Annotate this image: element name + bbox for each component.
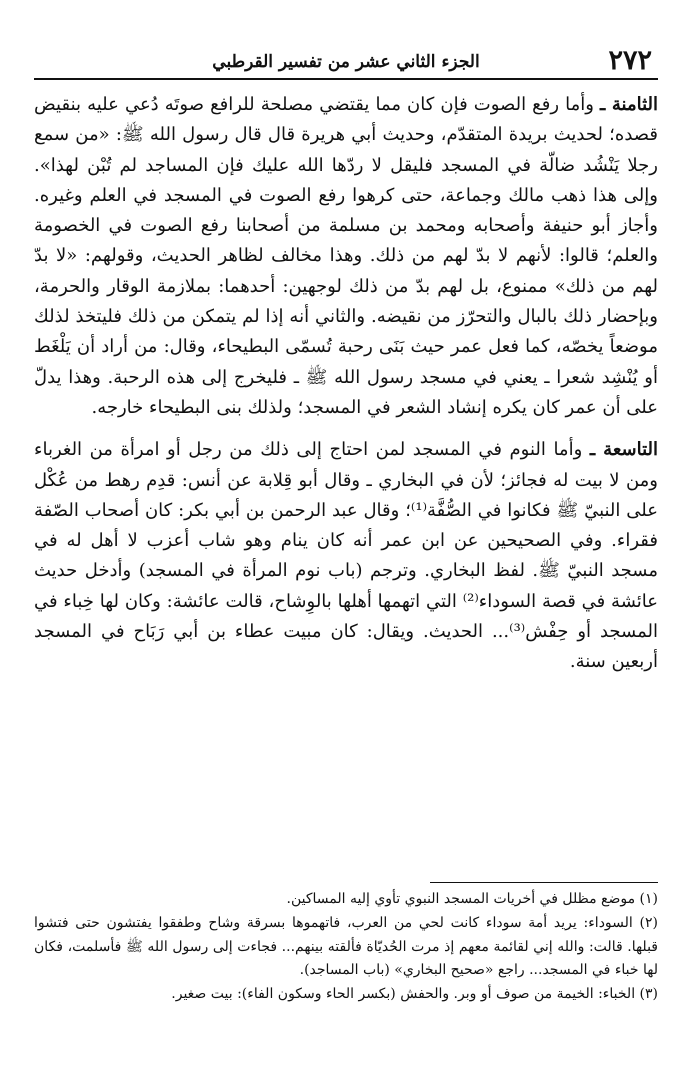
footnote-1: (١) موضع مظلل في أخريات المسجد النبوي تأوي إليه المساكين.: [286, 891, 658, 907]
footnote-2: (٢) السوداء: يريد أمة سوداء كانت لحي من العرب، فاتهموها بسرقة وشاح وطفقوا يفتشون حتى فتشوا قبلها. قالت: والله إني لقائمة معهم إذ مرت الحُديّاة فألقته بينهم... فجاءت إلى رسول الله ﷺ فأسلمت، فكان لها خباء في المسجد... راجع «صحيح البخاري» (باب المساجد).: [34, 914, 658, 979]
footnotes: [34, 888, 658, 1007]
paragraph-text: وأما رفع الصوت فإن كان مما يقتضي مصلحة للرافع صوتَه دُعي عليه بنقيض قصده؛ لحديث بريدة المتقدّم، وحديث أبي هريرة قال قال رسول الله ﷺ: «من سمع رجلا يَنْشُد ضالّة في المسجد فليقل لا ردّها الله عليك فإن المساجد لم تُبْن لهذا». وإلى هذا ذهب مالك وجماعة، حتى كرهوا رفع الصوت في المسجد في العلم وغيره. وأجاز أبو حنيفة وأصحابه ومحمد بن مسلمة من أصحابنا رفع الصوت في الخصومة والعلم؛ قالوا: لأنهم لا بدّ لهم من ذلك. وهذا مخالف لظاهر الحديث، وقولهم: «لا بدّ لهم من ذلك» ممنوع، بل لهم بدّ من ذلك لوجهين: أحدهما: بملازمة الوقار والحرمة، وبإحضار ذلك بالبال والتحرّز من نقيضه. والثاني أنه إذا لم يتمكن من ذلك فليتخذ لذلك موضعاً يخصّه، كما فعل عمر حيث بَنَى رحبة تُسمّى البطيحاء، وقال: من أراد أن يَلْغَط أو يُنْشِد شعرا ـ يعني في مسجد رسول الله ﷺ ـ فليخرج إلى هذه الرحبة. وهذا يدلّ على أن عمر كان يكره إنشاد الشعر في المسجد؛ ولذلك بنى البطيحاء خارجه.: [34, 94, 658, 418]
paragraph-eighth: [34, 90, 658, 423]
paragraph-ninth: [34, 435, 658, 677]
page-header: [34, 44, 658, 80]
footnote-3: (٣) الخباء: الخيمة من صوف أو وبر. والحفش (بكسر الحاء وسكون الفاء): بيت صغير.: [171, 986, 658, 1003]
main-text: [34, 90, 658, 684]
footnote-divider: [430, 882, 658, 883]
section-lead: التاسعة ـ: [589, 439, 658, 461]
running-title: الجزء الثاني عشر من تفسير القرطبي: [212, 52, 480, 72]
page-number: ٢٧٢: [608, 45, 652, 76]
paragraph-text: وأما النوم في المسجد لمن احتاج إلى ذلك من رجل أو امرأة من الغرباء ومن لا بيت له فجائز؛ لأن في البخاري ـ وقال أبو قِلابة عن أنس: قدِم رهط من عُكْل على النبيّ ﷺ فكانوا في الصُّفَّة⁽¹⁾؛ وقال عبد الرحمن بن أبي بكر: كان أصحاب الصّفة فقراء. وفي الصحيحين عن ابن عمر أنه كان ينام وهو شاب أعزب لا أهل له في مسجد النبيّ ﷺ. لفظ البخاري. وترجم (باب نوم المرأة في المسجد) وأدخل حديث عائشة في قصة السوداء⁽²⁾ التي اتهمها أهلها بالوِشاح، قالت عائشة: وكان لها خِباء في المسجد أو حِفْش⁽³⁾... الحديث. ويقال: كان مبيت عطاء بن أبي رَبَاح في المسجد أربعين سنة.: [34, 439, 659, 673]
section-lead: الثامنة ـ: [599, 94, 658, 115]
